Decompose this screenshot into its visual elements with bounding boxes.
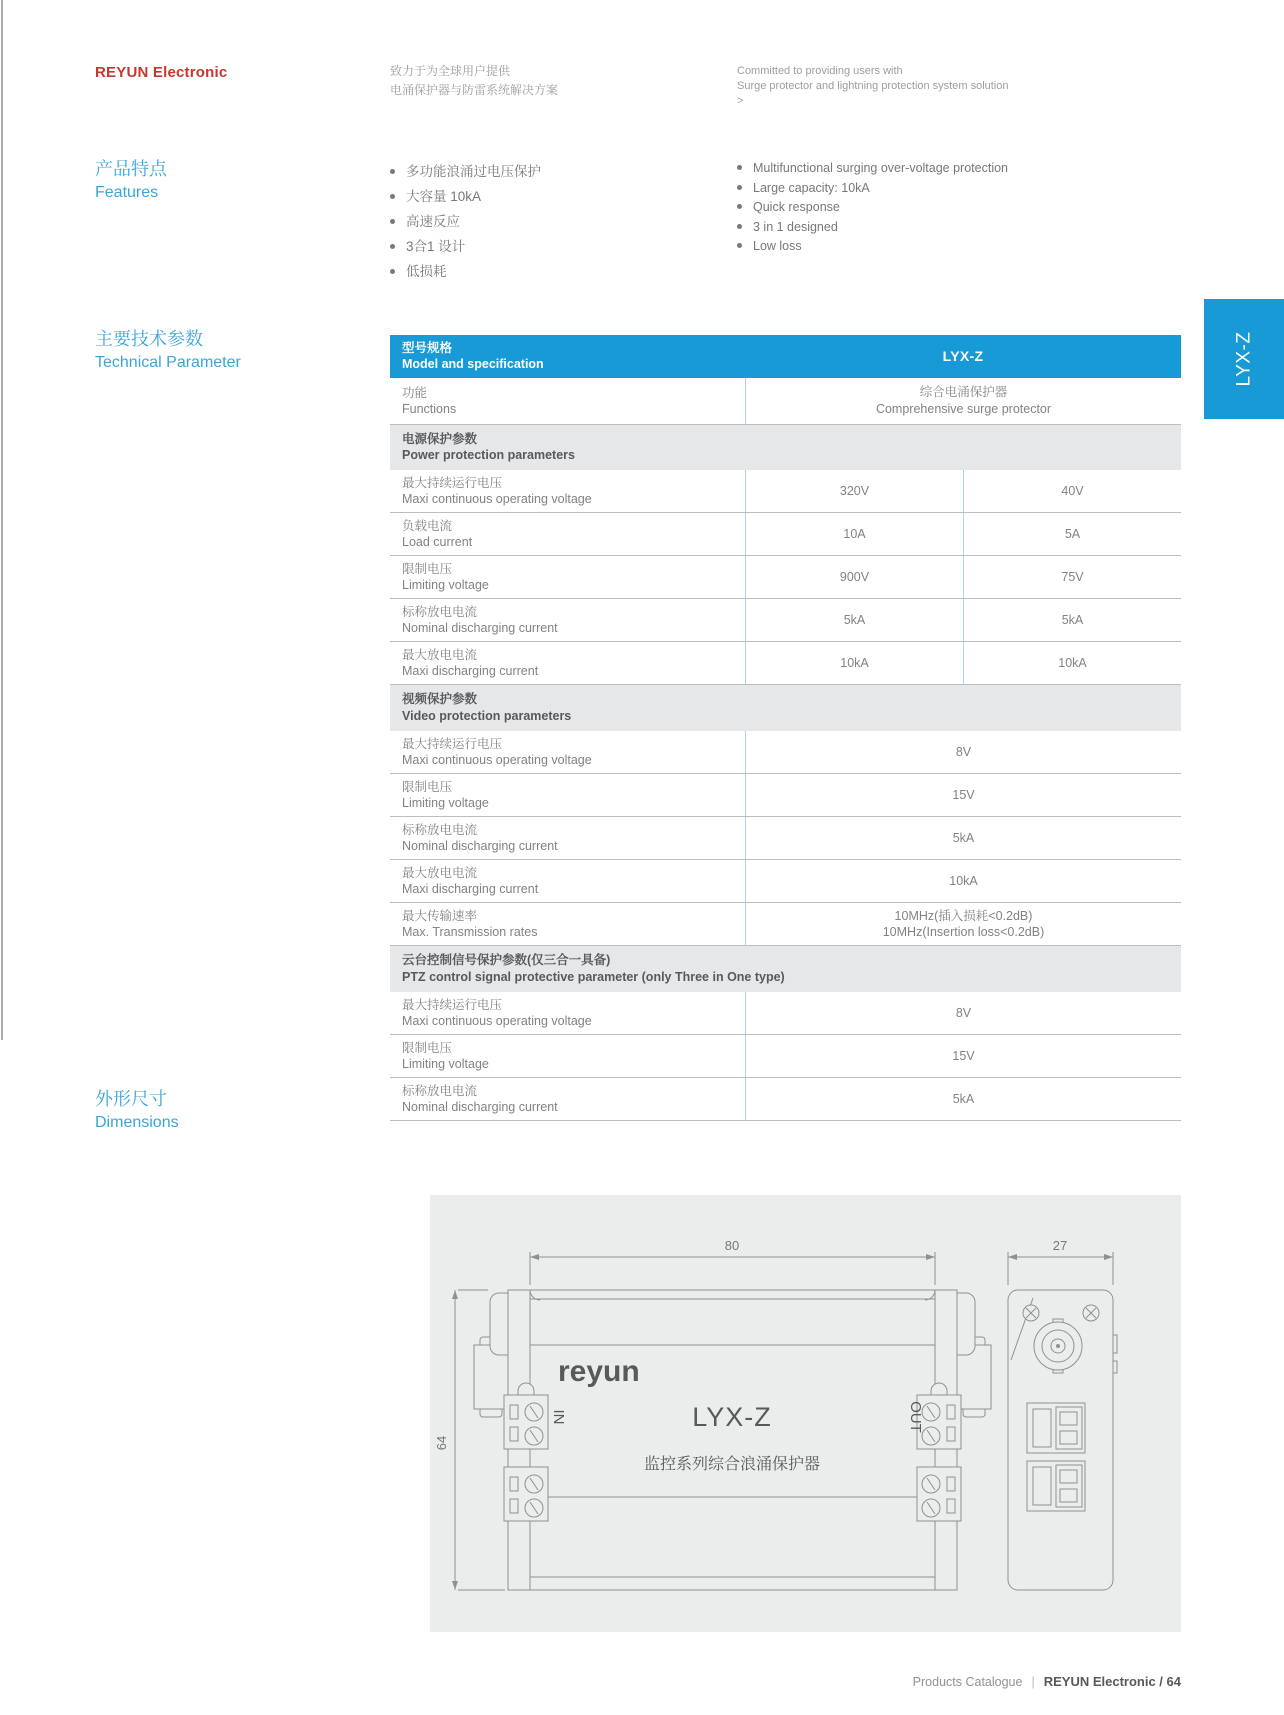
bullet-dot-icon <box>390 194 395 199</box>
footer-catalogue-label: Products Catalogue <box>912 1675 1023 1689</box>
spec-value-cell <box>745 860 1181 902</box>
features-title-en: Features <box>95 183 159 201</box>
device-side-view <box>1008 1290 1117 1590</box>
spec-row <box>390 1035 1181 1078</box>
spec-row <box>390 774 1181 817</box>
features-title-zh: 产品特点 <box>95 159 167 179</box>
feature-item <box>737 181 1008 201</box>
feature-item-label: 多功能浪涌过电压保护 <box>406 164 541 179</box>
spec-label-zh: 功能 <box>402 385 428 400</box>
spec-label-en: Limiting voltage <box>402 796 489 810</box>
spec-label-en: Nominal discharging current <box>402 621 558 636</box>
bullet-dot-icon <box>390 169 395 174</box>
spec-value-cell <box>963 470 1181 512</box>
spec-value: 10MHz(插入损耗<0.2dB) <box>894 908 1033 923</box>
spec-value-cell <box>963 599 1181 641</box>
spec-label-cell <box>390 774 745 816</box>
spec-label-zh: 负载电流 <box>402 519 453 534</box>
spec-value-cell <box>745 642 963 684</box>
spec-label-zh: 限制电压 <box>402 1040 453 1055</box>
spec-section-zh: 云台控制信号保护参数(仅三合一具备) <box>402 953 611 967</box>
spec-value: 10kA <box>949 873 978 888</box>
features-list-english <box>737 161 1008 259</box>
device-logo-text: reyun <box>558 1355 640 1388</box>
feature-item <box>390 210 541 235</box>
spec-label-zh: 标称放电电流 <box>402 1083 478 1098</box>
spec-label-en: Nominal discharging current <box>402 839 558 853</box>
spec-value: 5kA <box>952 830 975 845</box>
spec-value-cell <box>745 1035 1181 1077</box>
spec-label-en: Load current <box>402 535 473 550</box>
feature-item <box>737 161 1008 181</box>
spec-row <box>390 1078 1181 1121</box>
spec-label-cell <box>390 731 745 773</box>
spec-value-cell <box>745 1078 1181 1120</box>
spec-value: 15V <box>952 1048 975 1063</box>
spec-label-en: Maxi discharging current <box>402 882 539 896</box>
device-subtitle-text: 监控系列综合浪涌保护器 <box>643 1456 821 1473</box>
spec-value-en: Comprehensive surge protector <box>875 401 1052 416</box>
spec-value-zh: 综合电涌保护器 <box>919 385 1008 400</box>
bullet-dot-icon <box>737 165 742 170</box>
spec-value: 8V <box>955 1005 972 1020</box>
bullet-dot-icon <box>737 224 742 229</box>
dimensions-title-zh: 外形尺寸 <box>95 1089 167 1109</box>
spec-value: 75V <box>1061 570 1084 585</box>
spec-value: 10kA <box>840 656 869 671</box>
page-footer <box>913 1674 1181 1689</box>
spec-row <box>390 556 1181 599</box>
slogan-chinese <box>390 62 558 100</box>
spec-row <box>390 599 1181 642</box>
spec-value-cell <box>963 642 1181 684</box>
spec-label-en: Nominal discharging current <box>402 1099 558 1114</box>
feature-item <box>737 239 1008 259</box>
spec-label-cell <box>390 817 745 859</box>
spec-value: 320V <box>839 484 870 499</box>
dim-width-label: 80 <box>724 1238 740 1253</box>
spec-label-en: Maxi continuous operating voltage <box>402 492 592 507</box>
feature-item-label: Large capacity: 10kA <box>753 180 870 195</box>
spec-label-en: Maxi continuous operating voltage <box>402 1013 592 1028</box>
dim-depth-27 <box>1008 1238 1113 1285</box>
feature-item-label: Quick response <box>753 200 840 214</box>
spec-label-cell <box>390 1078 745 1120</box>
dim-width-80 <box>530 1238 935 1285</box>
spec-label-en: Maxi discharging current <box>402 664 539 679</box>
bullet-dot-icon <box>390 219 395 224</box>
feature-item-label: 大容量 10kA <box>406 189 482 204</box>
dimensions-title-en: Dimensions <box>95 1113 179 1131</box>
spec-label-en: Maxi continuous operating voltage <box>402 753 592 767</box>
spec-label-cell <box>390 556 745 598</box>
spec-value-cell <box>963 556 1181 598</box>
footer-brand-page-number: REYUN Electronic / 64 <box>1043 1674 1181 1689</box>
feature-item <box>390 160 541 185</box>
spec-section-en: PTZ control signal protective parameter (only Three in One type) <box>402 969 785 984</box>
feature-item-label: 3 in 1 designed <box>753 219 838 234</box>
spec-value: 5A <box>1064 527 1081 542</box>
features-title <box>95 158 167 203</box>
spec-row <box>390 731 1181 774</box>
spec-label-zh: 标称放电电流 <box>402 823 478 837</box>
spec-row <box>390 860 1181 903</box>
technical-title-zh: 主要技术参数 <box>95 329 203 349</box>
spec-header-label <box>390 335 745 378</box>
spec-value-cell <box>745 731 1181 773</box>
spec-value-cell <box>745 599 963 641</box>
features-list-chinese <box>390 160 541 285</box>
device-front-view <box>474 1290 991 1590</box>
feature-item-label: Low loss <box>753 239 802 253</box>
feature-item <box>390 235 541 260</box>
spec-value: 5kA <box>952 1091 975 1106</box>
spec-value-cell <box>745 470 963 512</box>
slogan-zh-line2: 电涌保护器与防雷系统解决方案 <box>390 83 559 97</box>
brand-logo-text: REYUN Electronic <box>95 64 228 81</box>
spec-value: 8V <box>955 744 972 759</box>
left-edge-rule <box>1 0 3 1040</box>
device-in-label: IN <box>550 1409 567 1425</box>
spec-label-cell <box>390 1035 745 1077</box>
spec-row <box>390 470 1181 513</box>
dimensions-title <box>95 1088 179 1133</box>
spec-row <box>390 903 1181 946</box>
spec-value: 10kA <box>1058 656 1087 671</box>
spec-section-zh: 电源保护参数 <box>402 431 478 446</box>
spec-label-en: Limiting voltage <box>402 1056 489 1071</box>
spec-label-cell <box>390 860 745 902</box>
spec-label-en: Functions <box>402 401 457 416</box>
spec-label-zh: 最大持续运行电压 <box>402 476 503 491</box>
spec-row <box>390 513 1181 556</box>
spec-value-cell <box>963 513 1181 555</box>
spec-label-zh: 限制电压 <box>402 562 453 577</box>
side-tab <box>1204 299 1284 419</box>
spec-value-cell <box>745 903 1181 945</box>
dimension-drawing <box>430 1195 1181 1632</box>
spec-value-cell <box>745 992 1181 1034</box>
spec-value-cell <box>745 817 1181 859</box>
slogan-en-line2: Surge protector and lightning protection system solution <box>737 80 1009 92</box>
bullet-dot-icon <box>737 204 742 209</box>
feature-item <box>737 200 1008 220</box>
spec-section-en: Video protection parameters <box>402 709 572 724</box>
spec-label-en: Max. Transmission rates <box>402 925 538 939</box>
spec-header-zh: 型号规格 <box>402 341 453 355</box>
spec-value: 900V <box>839 570 870 585</box>
spec-label-en: Limiting voltage <box>402 578 489 593</box>
bullet-dot-icon <box>390 244 395 249</box>
spec-label-cell <box>390 513 745 555</box>
bullet-dot-icon <box>737 185 742 190</box>
spec-label-cell <box>390 470 745 512</box>
spec-value: 40V <box>1061 484 1084 499</box>
bullet-dot-icon <box>737 243 742 248</box>
spec-label-zh: 最大放电电流 <box>402 866 478 880</box>
spec-label-zh: 限制电压 <box>402 780 453 794</box>
spec-section-zh: 视频保护参数 <box>402 692 478 707</box>
spec-value: 10A <box>843 527 866 542</box>
spec-section-row <box>390 685 1181 731</box>
device-out-label: OUT <box>907 1401 924 1433</box>
feature-item-label: 低损耗 <box>406 264 447 279</box>
feature-item-label: Multifunctional surging over-voltage protection <box>753 161 1008 175</box>
spec-label-zh: 标称放电电流 <box>402 605 478 620</box>
slogan-english <box>737 64 1009 109</box>
feature-item <box>390 260 541 285</box>
spec-label-zh: 最大放电电流 <box>402 648 478 663</box>
spec-label-cell <box>390 903 745 945</box>
spec-value-cell <box>745 513 963 555</box>
feature-item <box>390 185 541 210</box>
spec-section-en: Power protection parameters <box>402 448 575 463</box>
device-model-text: LYX-Z <box>692 1402 772 1432</box>
spec-label-zh: 最大持续运行电压 <box>402 997 503 1012</box>
spec-label-cell <box>390 378 745 424</box>
dim-height-label: 64 <box>434 1435 449 1451</box>
spec-rows <box>390 378 1181 1121</box>
spec-section-row <box>390 425 1181 471</box>
feature-item-label: 高速反应 <box>406 214 460 229</box>
technical-title <box>95 328 241 373</box>
spec-value: 5kA <box>843 613 866 628</box>
feature-item <box>737 220 1008 240</box>
spec-table-header <box>390 335 1181 378</box>
spec-label-zh: 最大传输速率 <box>402 909 478 923</box>
spec-header-en: Model and specification <box>402 357 544 372</box>
spec-row <box>390 642 1181 685</box>
spec-row <box>390 378 1181 425</box>
spec-value: 15V <box>952 787 975 802</box>
spec-label-cell <box>390 599 745 641</box>
dim-depth-label: 27 <box>1052 1238 1068 1253</box>
technical-title-en: Technical Parameter <box>95 353 241 371</box>
spec-value-cell <box>745 556 963 598</box>
spec-row <box>390 817 1181 860</box>
side-tab-label: LYX-Z <box>1233 331 1254 387</box>
slogan-en-line1: Committed to providing users with <box>737 65 903 77</box>
spec-value-cell <box>745 378 1181 424</box>
spec-row <box>390 992 1181 1035</box>
spec-header-model: LYX-Z <box>942 348 984 365</box>
dimension-drawing-panel <box>430 1195 1181 1632</box>
spec-table <box>390 335 1181 1121</box>
spec-label-zh: 最大持续运行电压 <box>402 737 503 751</box>
bullet-dot-icon <box>390 269 395 274</box>
spec-label-cell <box>390 992 745 1034</box>
spec-value-cell <box>745 774 1181 816</box>
spec-section-row <box>390 946 1181 992</box>
spec-label-cell <box>390 642 745 684</box>
spec-value: 5kA <box>1061 613 1084 628</box>
slogan-zh-line1: 致力于为全球用户提供 <box>390 64 511 78</box>
feature-item-label: 3合1 设计 <box>406 239 466 254</box>
slogan-en-line3: > <box>737 95 744 107</box>
spec-value-line2: 10MHz(Insertion loss<0.2dB) <box>882 925 1045 939</box>
footer-divider: | <box>1031 1675 1035 1689</box>
